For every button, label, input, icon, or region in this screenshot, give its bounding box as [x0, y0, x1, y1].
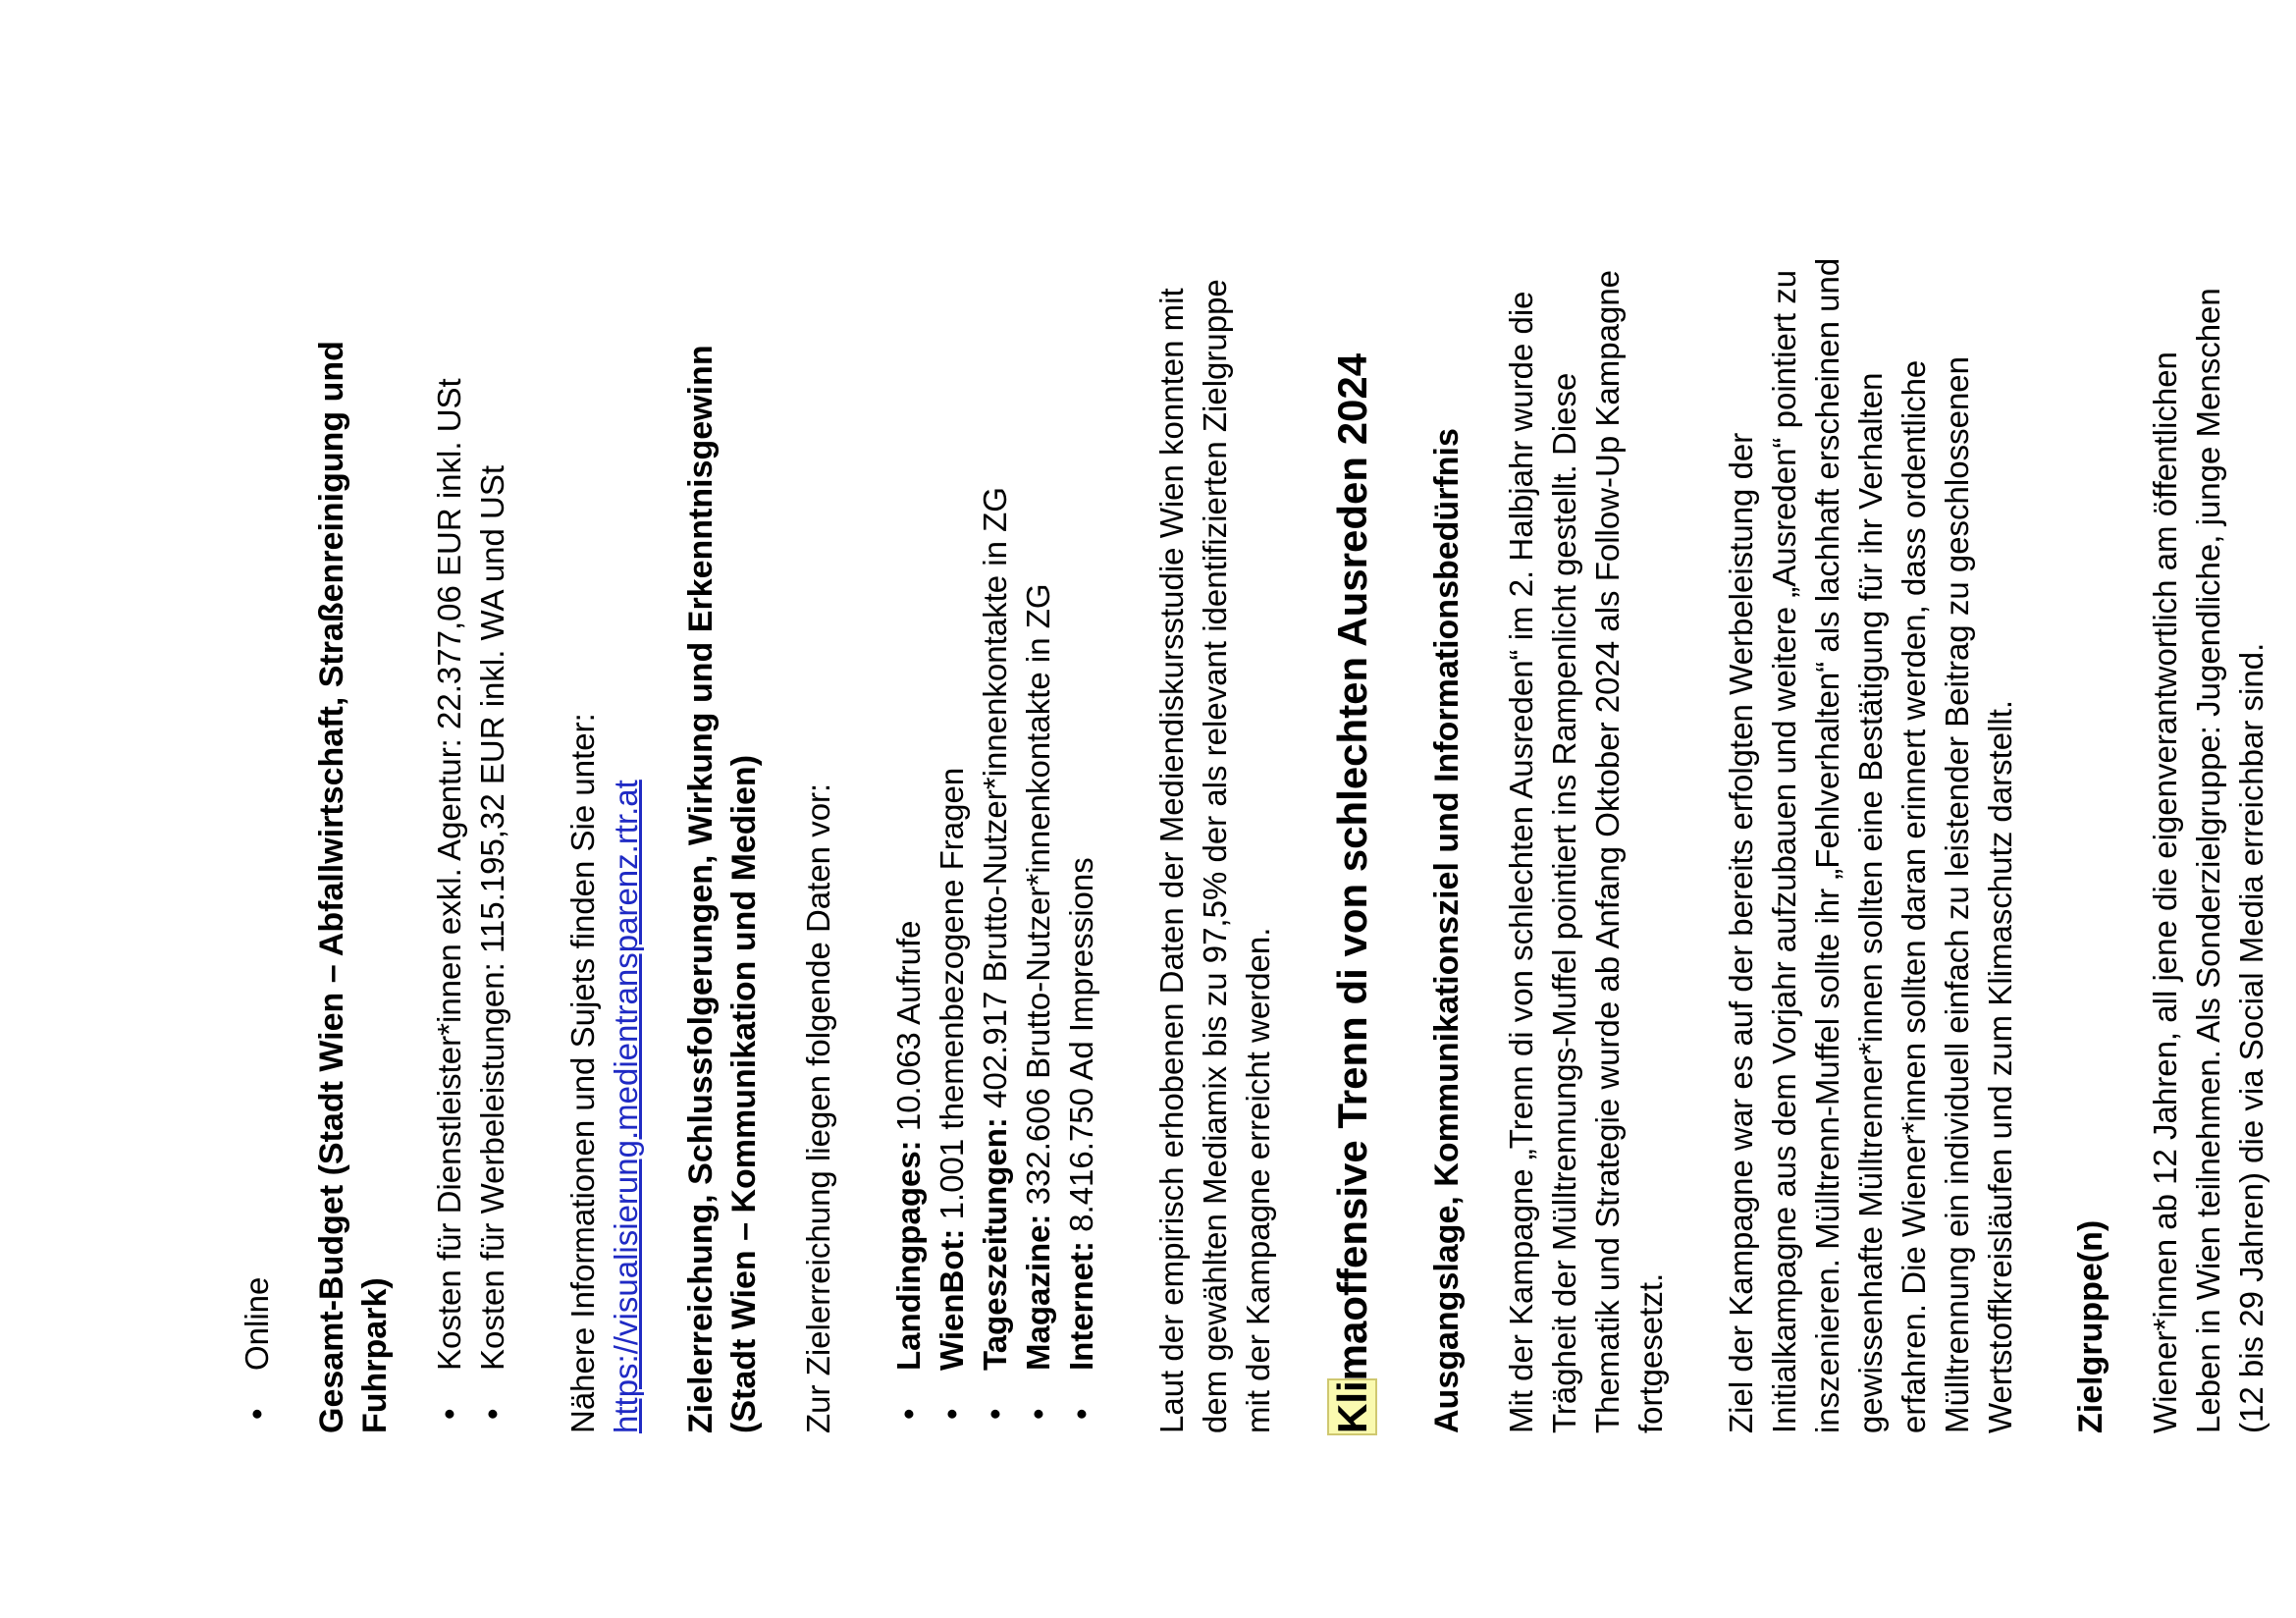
- item-value: 332.606 Brutto-Nutzer*innenkontakte in ZG: [1020, 583, 1056, 1214]
- list-item: • Online: [236, 255, 279, 1433]
- budget-heading: Gesamt-Budget (Stadt Wien – Abfallwirtschaft, Straßenreinigung und Fuhrpark): [313, 341, 394, 1433]
- info-text: Nähere Informationen und Sujets finden Sie unter:: [564, 713, 601, 1433]
- comment-highlight[interactable]: Kli: [1329, 1380, 1375, 1433]
- situation-paragraph-1: Mit der Kampagne „Trenn di von schlechten Ausreden“ im 2. Halbjahr wurde die Trägheit der Mülltrennungs-Muffel pointiert ins Rampenlicht gestellt. Diese Thematik und Strategie wurde ab Anfang Oktober 2024 als Follow-Up Kampagne fortgesetzt.: [1503, 269, 1669, 1433]
- list-item: [931, 255, 974, 1433]
- list-item: • Kosten für Werbeleistungen: 115.195,32 EUR inkl. WA und USt: [471, 255, 514, 1433]
- results-list: [887, 255, 1103, 1433]
- situation-heading: Ausgangslage, Kommunikationsziel und Informationsbedürfnis: [1428, 428, 1466, 1433]
- target-heading: Zielgruppe(n): [2072, 1219, 2109, 1433]
- campaign-title: [1327, 255, 1378, 1433]
- item-value: 1.001 themenbezogene Fragen: [934, 767, 970, 1229]
- target-text: Wiener*innen ab 12 Jahren, all jene die eigenverantwortlich am öffentlichen Leben in Wien teilnehmen. Als Sonderzielgruppe: Jugendliche, junge Menschen (12 bis 29 Jahren) die via Social Media erreichbar sind.: [2147, 288, 2269, 1433]
- item-label: Tageszeitungen:: [977, 1117, 1013, 1371]
- list-item: [1017, 255, 1060, 1433]
- results-heading: Zielerreichung, Schlussfolgerungen, Wirkung und Erkenntnisgewinn (Stadt Wien – Kommunikation und Medien): [682, 345, 763, 1433]
- item-value: 10.063 Aufrufe: [890, 920, 927, 1141]
- list-item: [1060, 255, 1103, 1433]
- item-label: Magazine:: [1020, 1214, 1056, 1371]
- campaign-title-rest: maoffensive Trenn di von schlechten Ausreden 2024: [1329, 352, 1375, 1381]
- item-value: 402.917 Brutto-Nutzer*innenkontakte in ZG: [977, 487, 1013, 1118]
- item-label: Landingpages:: [890, 1140, 927, 1371]
- rotated-document-page: [79, 177, 2276, 1571]
- list-item: [974, 255, 1017, 1433]
- budget-list: [428, 255, 514, 1433]
- results-intro: Zur Zielerreichung liegen folgende Daten vor:: [800, 782, 836, 1433]
- list-item: • Kosten für Dienstleister*innen exkl. Agentur: 22.377,06 EUR inkl. USt: [428, 255, 471, 1433]
- item-label: WienBot:: [934, 1228, 970, 1371]
- item-value: 8.416.750 Ad Impressions: [1063, 857, 1099, 1241]
- item-label: Internet:: [1063, 1241, 1099, 1371]
- list-item: [887, 255, 931, 1433]
- info-link[interactable]: https://visualisierung.medientransparenz.rtr.at: [608, 780, 644, 1433]
- top-bullet-list: [236, 255, 279, 1433]
- results-summary: Laut der empirisch erhobenen Daten der Mediendiskursstudie Wien konnten mit dem gewählten Mediamix bis zu 97,5% der als relevant identifizierten Zielgruppe mit der Kampagne erreicht werden.: [1153, 279, 1276, 1433]
- situation-paragraph-2: Ziel der Kampagne war es auf der bereits erfolgten Werbeleistung der Initialkampagne aus dem Vorjahr aufzubauen und weitere „Ausreden“ pointiert zu inszenieren. Mülltrenn-Muffel sollte ihr „Fehlverhalten“ als lachhaft erscheinen und gewissenhafte Mülltrenner*innen sollten eine Bestätigung für ihr Verhalten erfahren. Die Wiener*innen sollten daran erinnert werden, dass ordentliche Mülltrennung ein individuell einfach zu leistender Beitrag zu geschlossenen Wertstoffkreisläufen und zum Klimaschutz darstellt.: [1723, 257, 2018, 1433]
